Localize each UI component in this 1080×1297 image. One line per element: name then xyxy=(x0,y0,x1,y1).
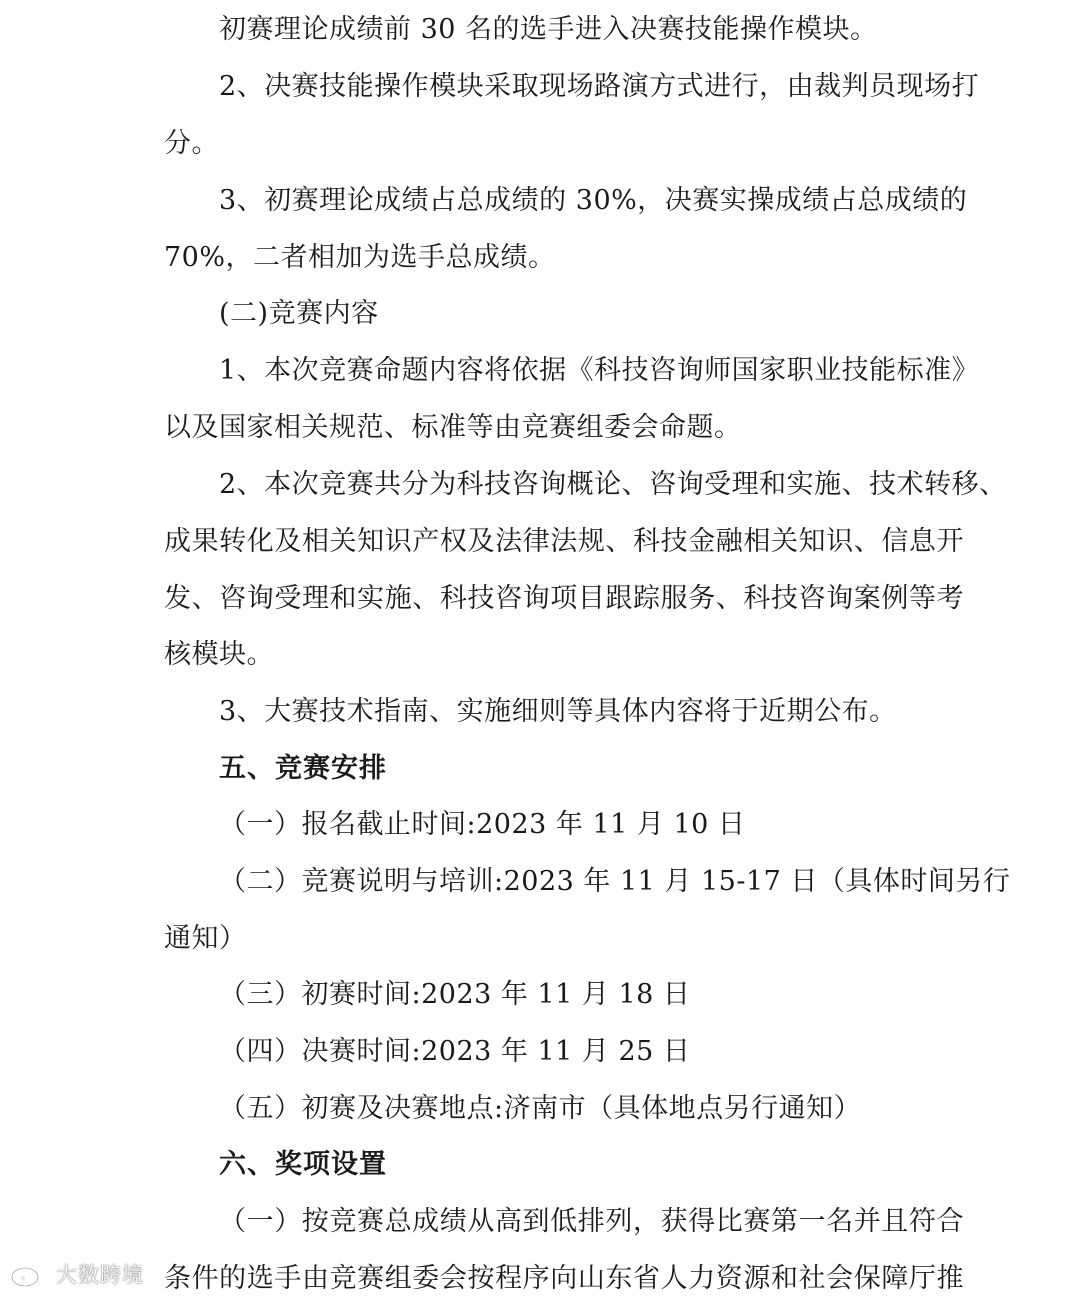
paragraph-line: 初赛理论成绩前 30 名的选手进入决赛技能操作模块。 xyxy=(219,14,878,45)
paragraph-line: 70%，二者相加为选手总成绩。 xyxy=(164,242,556,273)
schedule-item: （五）初赛及决赛地点:济南市（具体地点另行通知） xyxy=(219,1093,862,1124)
section-subheading: (二)竞赛内容 xyxy=(219,298,379,329)
watermark-text: 大数跨境 xyxy=(56,1263,144,1287)
paragraph-line: 2、本次竞赛共分为科技咨询概论、咨询受理和实施、技术转移、 xyxy=(219,469,1007,500)
section-heading: 六、奖项设置 xyxy=(219,1149,387,1180)
schedule-item: （三）初赛时间:2023 年 11 月 18 日 xyxy=(219,979,691,1010)
schedule-item: （四）决赛时间:2023 年 11 月 25 日 xyxy=(219,1036,691,1067)
paragraph-line: 3、大赛技术指南、实施细则等具体内容将于近期公布。 xyxy=(219,696,897,727)
paragraph-line: 以及国家相关规范、标准等由竞赛组委会命题。 xyxy=(164,412,742,443)
schedule-item: （一）报名截止时间:2023 年 11 月 10 日 xyxy=(219,809,746,840)
watermark xyxy=(8,1256,144,1292)
weibo-logo-icon xyxy=(8,1259,50,1289)
schedule-item: 通知） xyxy=(164,923,247,954)
paragraph-line: 条件的选手由竞赛组委会按程序向山东省人力资源和社会保障厅推 xyxy=(164,1263,964,1294)
section-heading: 五、竞赛安排 xyxy=(219,753,387,784)
paragraph-line: 分。 xyxy=(164,128,219,159)
paragraph-line: 2、决赛技能操作模块采取现场路演方式进行，由裁判员现场打 xyxy=(219,71,980,102)
paragraph-line: 发、咨询受理和实施、科技咨询项目跟踪服务、科技咨询案例等考 xyxy=(164,583,964,614)
paragraph-line: 核模块。 xyxy=(164,639,274,670)
paragraph-line: （一）按竞赛总成绩从高到低排列，获得比赛第一名并且符合 xyxy=(219,1206,964,1237)
paragraph-line: 3、初赛理论成绩占总成绩的 30%，决赛实操成绩占总成绩的 xyxy=(219,185,968,216)
paragraph-line: 1、本次竞赛命题内容将依据《科技咨询师国家职业技能标准》 xyxy=(219,355,980,386)
paragraph-line: 成果转化及相关知识产权及法律法规、科技金融相关知识、信息开 xyxy=(164,526,964,557)
schedule-item: （二）竞赛说明与培训:2023 年 11 月 15-17 日（具体时间另行 xyxy=(219,866,1011,897)
